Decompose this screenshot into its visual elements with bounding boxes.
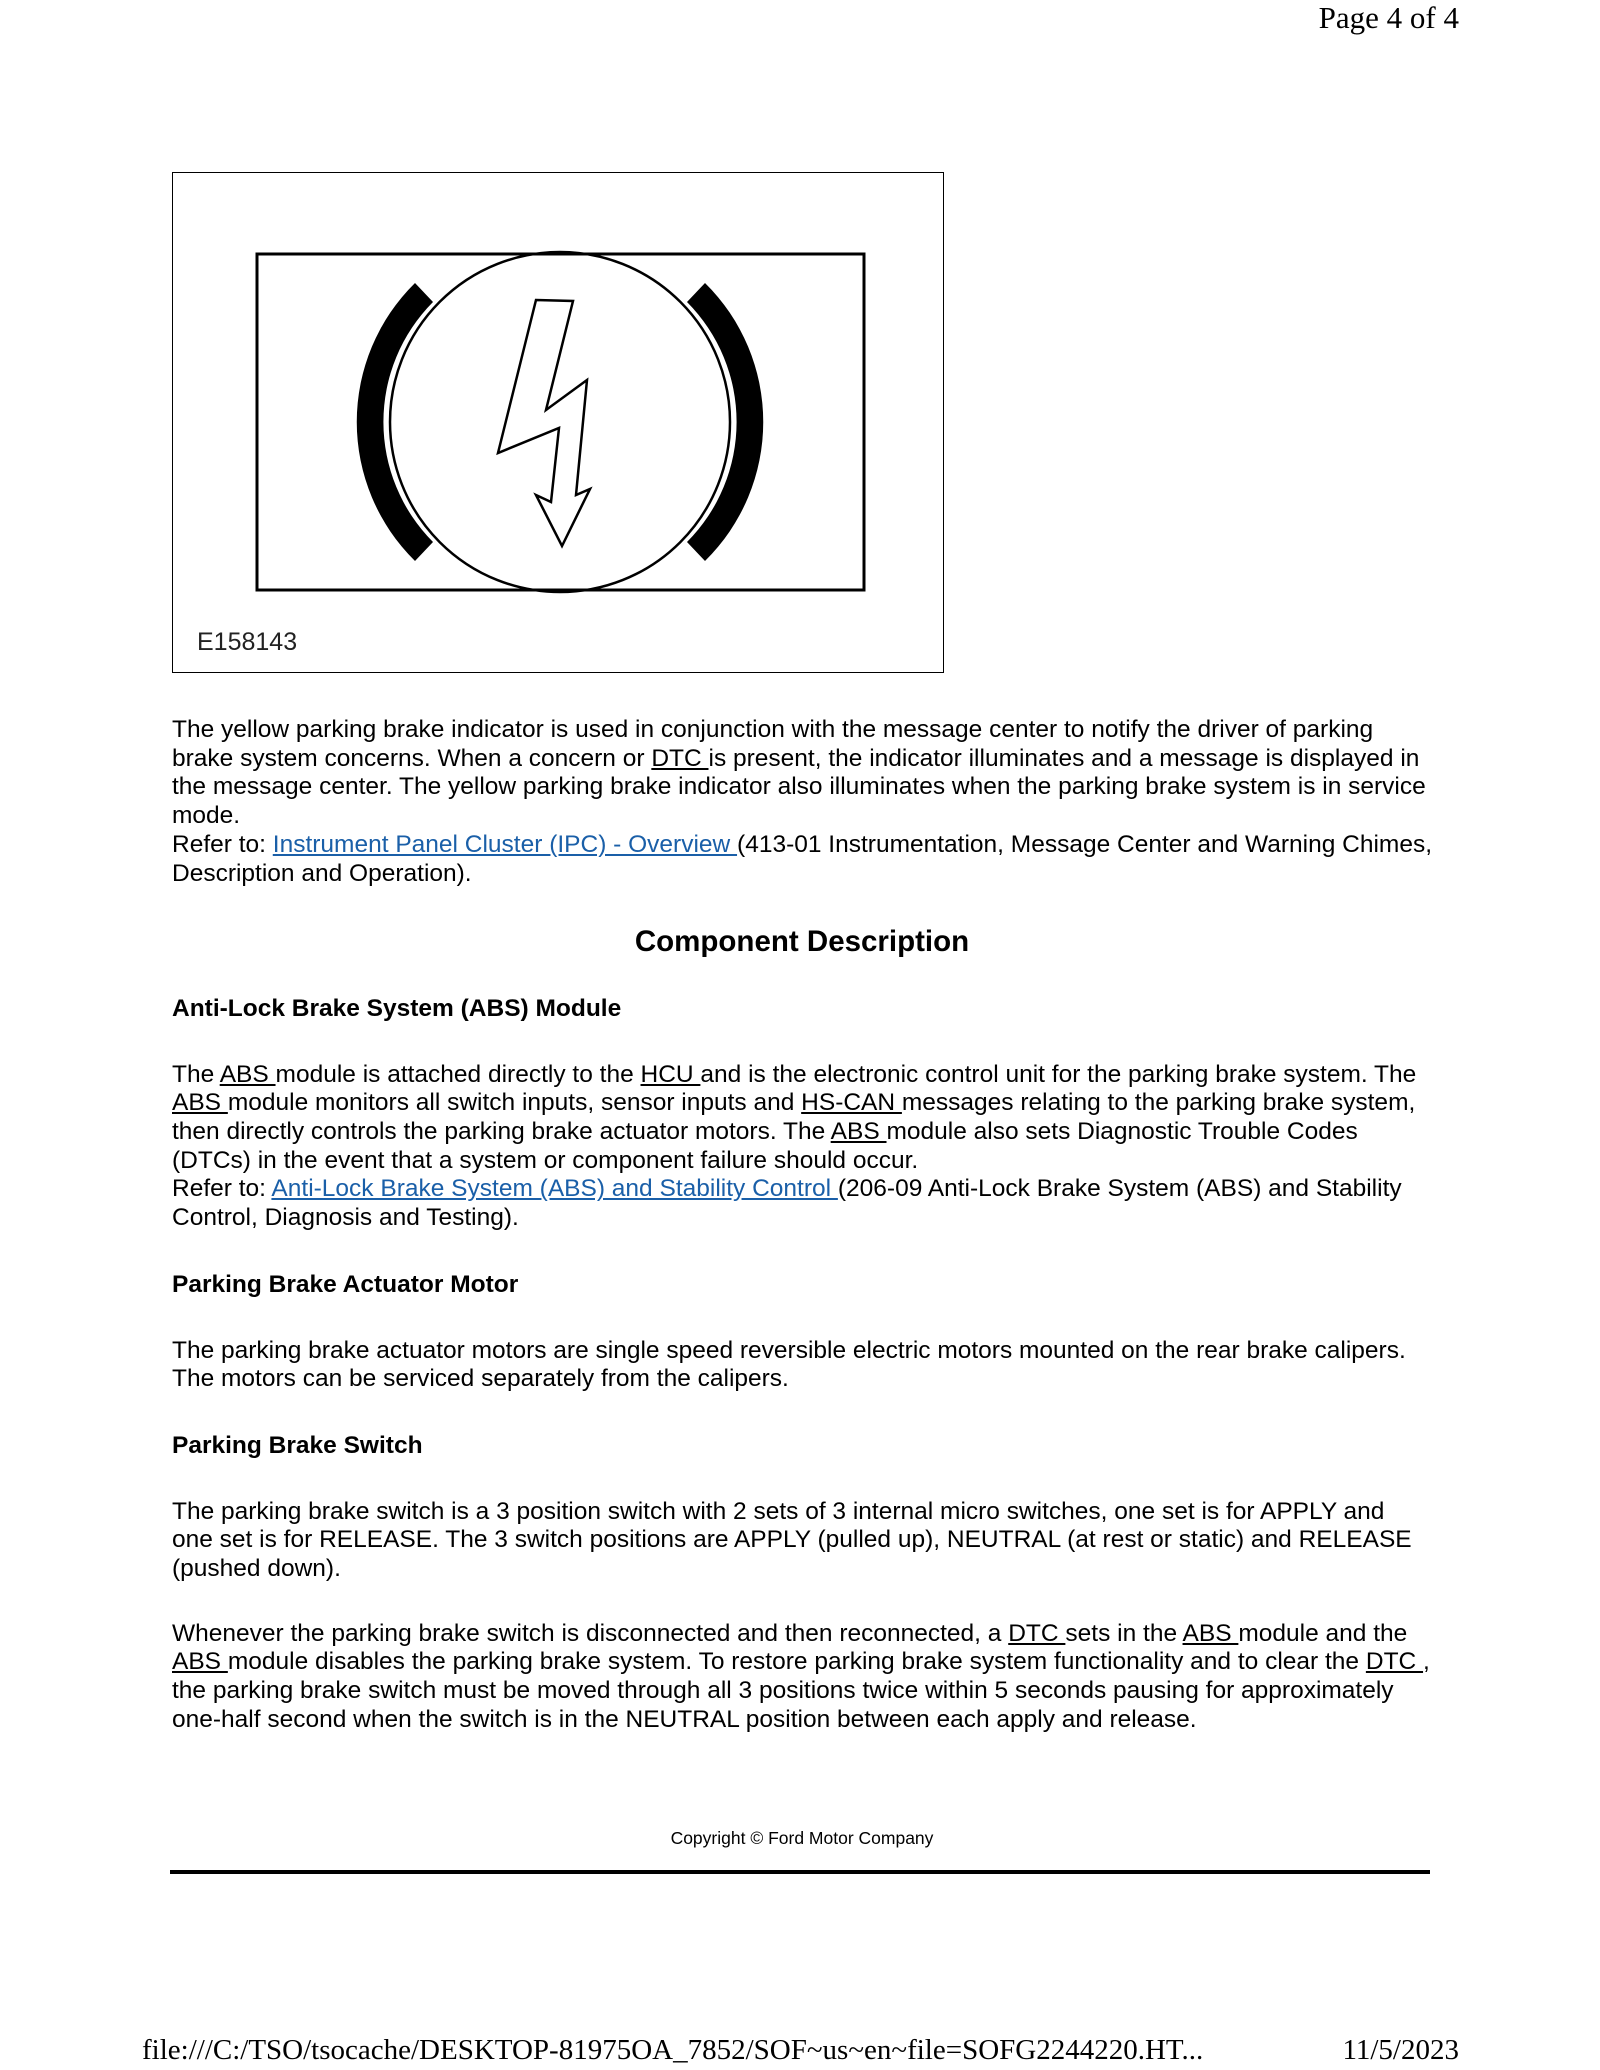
abs-stability-control-link[interactable]: Anti-Lock Brake System (ABS) and Stability Control bbox=[271, 1175, 838, 1203]
footer-file-path: file:///C:/TSO/tsocache/DESKTOP-81975OA_7852/SOF~us~en~file=SOFG2244220.HT... bbox=[142, 2034, 1204, 2066]
intro-paragraph: The yellow parking brake indicator is used in conjunction with the message center to notify the driver of parking brake system concerns. When a concern or DTC is present, the indicator illuminates and a message is displayed in the message center. The yellow parking brake indicator also illuminates when the parking brake system is in service mode. Refer to: Instrument Panel Cluster (IPC) - Overview (413-01 Instrumentation, Message Center and Warning Chimes, Description and Operation). bbox=[172, 716, 1433, 887]
abs-abbr: ABS bbox=[830, 1118, 887, 1146]
figure-id: E158143 bbox=[197, 628, 298, 656]
horizontal-rule bbox=[170, 1870, 1430, 1874]
page-number: Page 4 of 4 bbox=[1318, 0, 1459, 35]
hs-can-abbr: HS-CAN bbox=[801, 1089, 902, 1117]
dtc-abbr: DTC bbox=[651, 744, 709, 772]
abs-abbr: ABS bbox=[172, 1089, 228, 1117]
footer-date: 11/5/2023 bbox=[1342, 2034, 1459, 2066]
actuator-motor-paragraph: The parking brake actuator motors are single speed reversible electric motors mounted on the rear brake calipers. The motors can be serviced separately from the calipers. bbox=[172, 1336, 1406, 1393]
figure bbox=[172, 172, 944, 673]
parking-brake-switch-heading: Parking Brake Switch bbox=[172, 1431, 423, 1459]
hcu-abbr: HCU bbox=[640, 1060, 701, 1088]
electric-parking-brake-icon bbox=[173, 173, 945, 674]
actuator-motor-heading: Parking Brake Actuator Motor bbox=[172, 1270, 519, 1298]
section-title: Component Description bbox=[634, 925, 970, 959]
abs-abbr: ABS bbox=[1182, 1619, 1239, 1647]
abs-module-paragraph: The ABS module is attached directly to the HCU and is the electronic control unit for the parking brake system. The ABS module monitors all switch inputs, sensor inputs and HS-CAN messages relating to the parking brake system, then directly controls the parking brake actuator motors. The ABS module also sets Diagnostic Trouble Codes (DTCs) in the event that a system or component failure should occur. Refer to: Anti-Lock Brake System (ABS) and Stability Control (206-09 Anti-Lock Brake System (ABS) and Stability Control, Diagnosis and Testing). bbox=[172, 1060, 1417, 1232]
parking-brake-switch-paragraph: The parking brake switch is a 3 position switch with 2 sets of 3 internal micro switches, one set is for APPLY and one set is for RELEASE. The 3 switch positions are APPLY (pulled up), NEUTRAL (at rest or static) and RELEASE (pushed down). bbox=[172, 1497, 1412, 1583]
abs-abbr: ABS bbox=[172, 1648, 228, 1676]
document-body bbox=[172, 716, 1432, 1735]
dtc-abbr: DTC bbox=[1008, 1619, 1066, 1647]
abs-module-heading: Anti-Lock Brake System (ABS) Module bbox=[172, 994, 622, 1022]
copyright: Copyright © Ford Motor Company bbox=[670, 1828, 934, 1848]
dtc-abbr: DTC bbox=[1365, 1648, 1424, 1676]
abs-abbr: ABS bbox=[219, 1060, 276, 1088]
ipc-overview-link[interactable]: Instrument Panel Cluster (IPC) - Overview bbox=[272, 830, 738, 858]
switch-reset-paragraph: Whenever the parking brake switch is disconnected and then reconnected, a DTC sets in the ABS module and the ABS module disables the parking brake system. To restore parking brake system functionality and to clear the DTC , the parking brake switch must be moved through all 3 positions twice within 5 seconds pausing for approximately one-half second when the switch is in the NEUTRAL position between each apply and release. bbox=[172, 1619, 1430, 1733]
